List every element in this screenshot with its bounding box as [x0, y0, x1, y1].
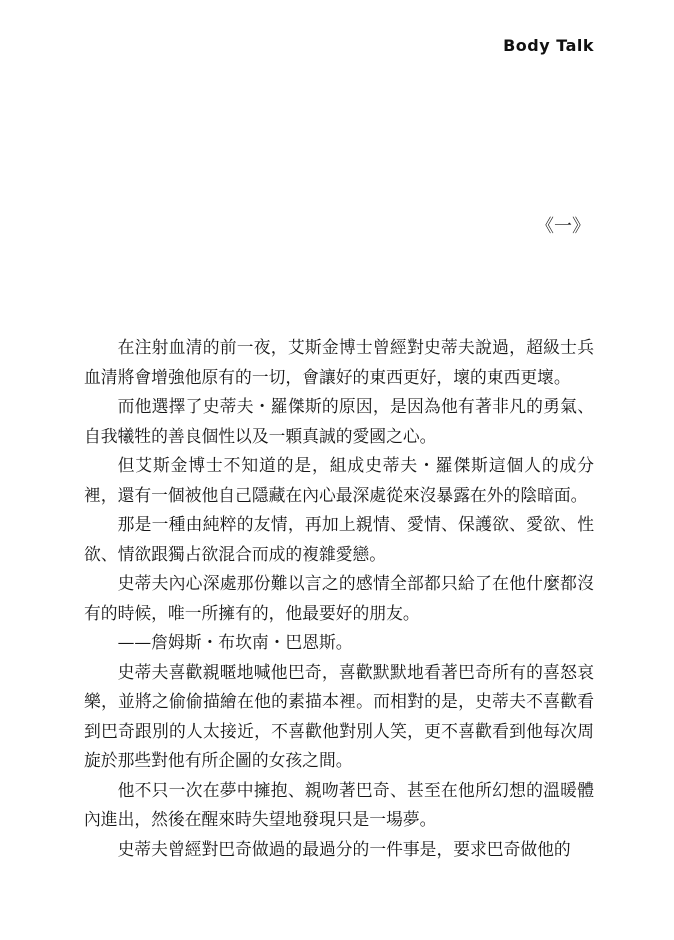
chapter-heading: 《一》: [536, 216, 590, 237]
paragraph: ——詹姆斯・布坎南・巴恩斯。: [117, 632, 353, 652]
paragraph: 在注射血清的前一夜，艾斯金博士曾經對史蒂夫說過，超級士兵血清將會增強他原有的一切，會讓好的東西更好，壞的東西更壞。: [84, 337, 594, 387]
running-header-title: Body Talk: [503, 36, 594, 55]
paragraph: 他不只一次在夢中擁抱、親吻著巴奇、甚至在他所幻想的溫暖體內進出，然後在醒來時失望地發現只是一場夢。: [84, 779, 594, 829]
paragraph: 史蒂夫喜歡親暱地喊他巴奇，喜歡默默地看著巴奇所有的喜怒哀樂，並將之偷偷描繪在他的素描本裡。而相對的是，史蒂夫不喜歡看到巴奇跟別的人太接近，不喜歡他對別人笑，更不喜歡看到他每次周旋於那些對他有所企圖的女孩之間。: [84, 661, 594, 770]
paragraph: 那是一種由純粹的友情，再加上親情、愛情、保護欲、愛欲、性欲、情欲跟獨占欲混合而成的複雜愛戀。: [84, 514, 594, 564]
body-text: [84, 333, 594, 864]
paragraph: 史蒂夫內心深處那份難以言之的感情全部都只給了在他什麼都沒有的時候，唯一所擁有的，他最要好的朋友。: [84, 573, 594, 623]
paragraph: 史蒂夫曾經對巴奇做過的最過分的一件事是，要求巴奇做他的: [117, 838, 571, 859]
paragraph: 但艾斯金博士不知道的是，組成史蒂夫・羅傑斯這個人的成分裡，還有一個被他自己隱藏在內心最深處從來沒暴露在外的陰暗面。: [84, 455, 594, 505]
paragraph: 而他選擇了史蒂夫・羅傑斯的原因，是因為他有著非凡的勇氣、自我犧牲的善良個性以及一顆真誠的愛國之心。: [84, 396, 594, 446]
